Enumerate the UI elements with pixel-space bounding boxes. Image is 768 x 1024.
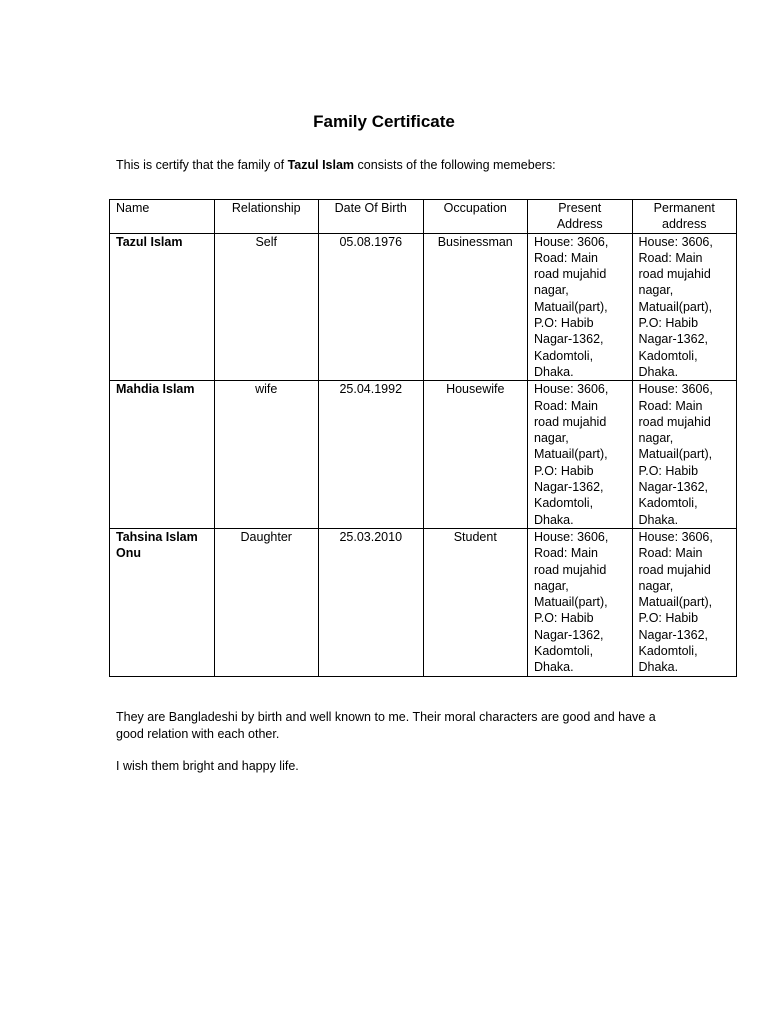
member-date-of-birth: 05.08.1976 — [319, 233, 424, 381]
table-header-row — [110, 200, 737, 234]
table-row — [110, 233, 737, 381]
member-name: Mahdia Islam — [110, 381, 215, 529]
intro-family-head-name: Tazul Islam — [287, 158, 355, 172]
header-permanent-address: Permanent address — [632, 200, 737, 234]
intro-prefix: This is certify that the family of — [116, 158, 288, 172]
member-relationship: Self — [214, 233, 319, 381]
member-name: Tazul Islam — [110, 233, 215, 381]
member-present-address: House: 3606, Road: Main road mujahid nagar, Matuail(part), P.O: Habib Nagar-1362, Kadomtoli, Dhaka. — [528, 233, 633, 381]
member-present-address: House: 3606, Road: Main road mujahid nagar, Matuail(part), P.O: Habib Nagar-1362, Kadomtoli, Dhaka. — [528, 528, 633, 676]
table-row — [110, 528, 737, 676]
header-occupation: Occupation — [423, 200, 528, 234]
table-row — [110, 381, 737, 529]
header-date-of-birth: Date Of Birth — [319, 200, 424, 234]
member-occupation: Housewife — [423, 381, 528, 529]
member-date-of-birth: 25.03.2010 — [319, 528, 424, 676]
intro-statement — [116, 158, 556, 172]
header-relationship: Relationship — [214, 200, 319, 234]
member-present-address: House: 3606, Road: Main road mujahid nagar, Matuail(part), P.O: Habib Nagar-1362, Kadomtoli, Dhaka. — [528, 381, 633, 529]
header-name: Name — [110, 200, 215, 234]
member-permanent-address: House: 3606, Road: Main road mujahid nagar, Matuail(part), P.O: Habib Nagar-1362, Kadomtoli, Dhaka. — [632, 528, 737, 676]
member-permanent-address: House: 3606, Road: Main road mujahid nagar, Matuail(part), P.O: Habib Nagar-1362, Kadomtoli, Dhaka. — [632, 381, 737, 529]
intro-suffix: consists of the following memebers: — [354, 158, 556, 172]
member-relationship: Daughter — [214, 528, 319, 676]
member-relationship: wife — [214, 381, 319, 529]
member-date-of-birth: 25.04.1992 — [319, 381, 424, 529]
member-name: Tahsina Islam Onu — [110, 528, 215, 676]
family-members-table — [109, 199, 737, 677]
member-occupation: Businessman — [423, 233, 528, 381]
member-permanent-address: House: 3606, Road: Main road mujahid nagar, Matuail(part), P.O: Habib Nagar-1362, Kadomtoli, Dhaka. — [632, 233, 737, 381]
document-title: Family Certificate — [313, 112, 455, 131]
closing-wish: I wish them bright and happy life. — [116, 759, 299, 773]
member-occupation: Student — [423, 528, 528, 676]
character-statement: They are Bangladeshi by birth and well known to me. Their moral characters are good and have a good relation with each other. — [116, 710, 656, 741]
header-present-address: Present Address — [528, 200, 633, 234]
